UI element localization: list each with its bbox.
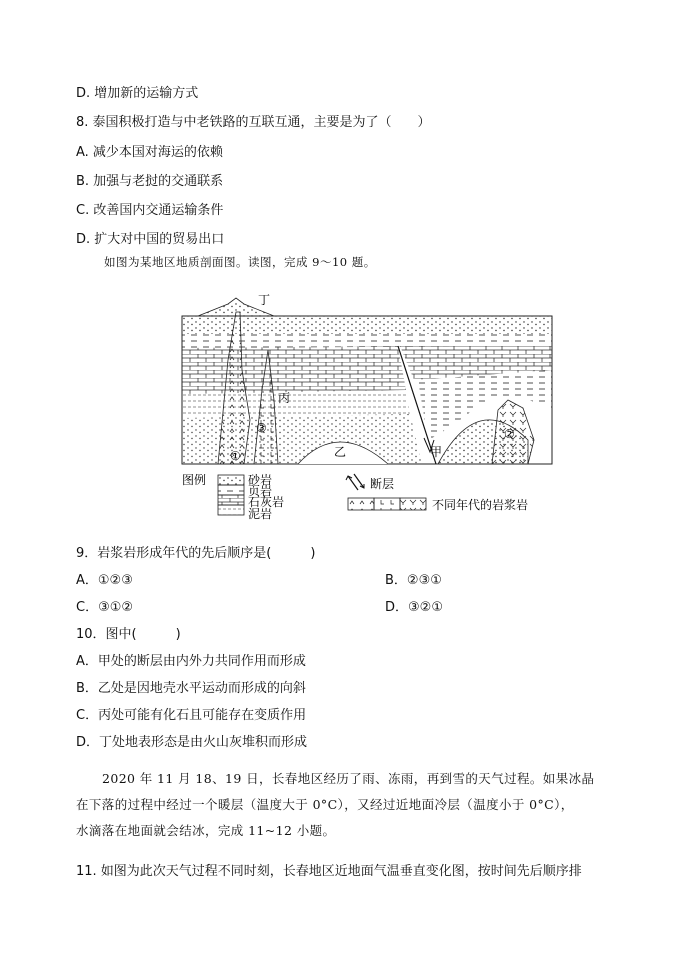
q9-option-d: D．③②①	[385, 600, 443, 615]
q8-option-a: A. 减少本国对海运的依赖	[76, 145, 223, 160]
q9-option-a: A．①②③	[76, 573, 133, 588]
label-c3: ③	[256, 421, 267, 435]
q10-option-b: B．乙处是因地壳水平运动而形成的向斜	[76, 681, 306, 696]
q11-stem: 11. 如图为此次天气过程不同时刻，长春地区近地面气温垂直变化图，按时间先后顺序排	[76, 864, 582, 879]
legend-title: 图例	[182, 473, 207, 487]
geologic-cross-section-figure	[178, 290, 558, 525]
section-body	[182, 298, 552, 464]
label-bing: 丙	[278, 391, 291, 405]
q10-stem: 10．图中( )	[76, 627, 181, 642]
cross-section-svg	[178, 290, 558, 525]
legend-fault: 断层	[370, 477, 395, 491]
legend-magma: 不同年代的岩浆岩	[432, 498, 529, 512]
label-c1: ①	[230, 449, 241, 463]
q9-stem: 9．岩浆岩形成年代的先后顺序是( )	[76, 546, 316, 561]
q8-option-c: C. 改善国内交通运输条件	[76, 203, 224, 218]
legend-mudstone: 泥岩	[248, 507, 273, 521]
q8-stem: 8. 泰国积极打造与中老铁路的互联互通，主要是为了（ ）	[76, 115, 431, 130]
fault-symbol-icon	[346, 474, 364, 490]
passage-line-3: 水滴落在地面就会结冰，完成 11~12 小题。	[76, 823, 336, 838]
legend-swatch-sandstone	[218, 475, 244, 485]
label-jia: 甲	[430, 445, 443, 459]
label-ding: 丁	[258, 293, 271, 307]
passage-line-1: 2020 年 11 月 18、19 日，长春地区经历了雨、冻雨，再到雪的天气过程。如果冰晶	[102, 771, 595, 786]
passage-line-2: 在下落的过程中经过一个暖层（温度大于 0°C），又经过近地面冷层（温度小于 0°C），	[76, 797, 574, 812]
q10-option-c: C．丙处可能有化石且可能存在变质作用	[76, 708, 307, 723]
legend-swatch-mudstone	[218, 505, 244, 515]
legend-swatch-magma-1	[348, 498, 374, 510]
legend-sandstone: 砂岩	[248, 473, 273, 487]
q9-option-b: B．②③①	[385, 573, 442, 588]
legend-swatch-magma-2	[374, 498, 400, 510]
legend-swatch-magma-3	[400, 498, 426, 510]
legend-limestone: 石灰岩	[248, 495, 285, 509]
intro-9-10: 如图为某地区地质剖面图。读图，完成 9～10 题。	[104, 255, 376, 269]
q7-option-d: D. 增加新的运输方式	[76, 86, 199, 101]
q8-option-b: B. 加强与老挝的交通联系	[76, 174, 224, 189]
legend-swatch-limestone	[218, 495, 244, 505]
legend	[182, 472, 528, 521]
passage-11-12	[76, 766, 616, 844]
label-yi: 乙	[334, 445, 347, 459]
q8-option-d: D. 扩大对中国的贸易出口	[76, 232, 225, 247]
q10-option-d: D．丁处地表形态是由火山灰堆积而形成	[76, 735, 308, 750]
legend-shale: 页岩	[248, 484, 273, 498]
q10-option-a: A．甲处的断层由内外力共同作用而形成	[76, 654, 306, 669]
label-c2: ②	[504, 427, 515, 441]
q9-option-c: C．③①②	[76, 600, 134, 615]
legend-swatch-shale	[218, 485, 244, 495]
